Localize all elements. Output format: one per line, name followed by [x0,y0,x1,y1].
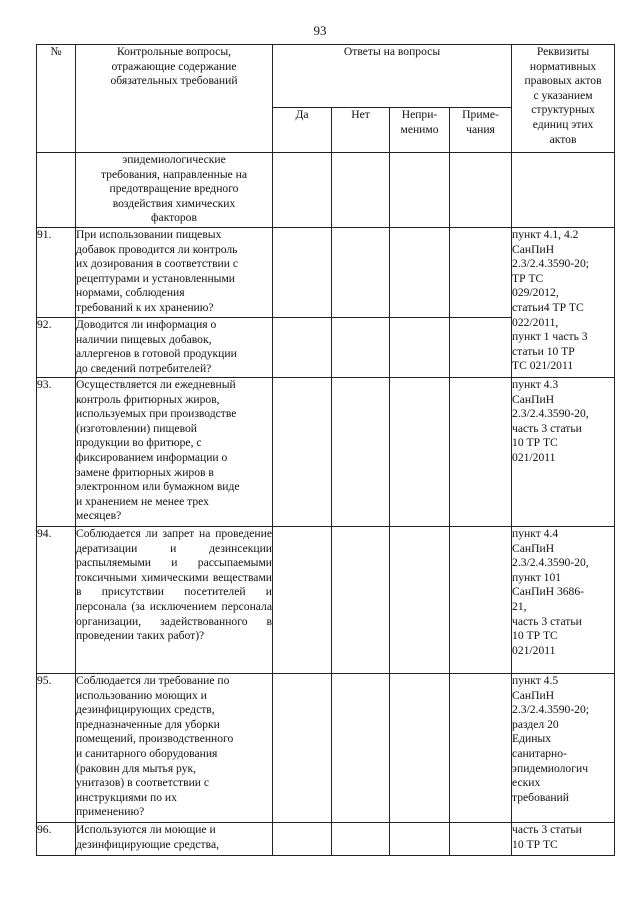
answer-notes-cell [450,823,512,856]
answer-notes-cell [450,318,512,378]
answer-no-cell [332,228,390,318]
requisites-cell [512,153,615,228]
row-number: 95. [37,674,76,823]
answer-yes-cell [273,318,332,378]
header-yes: Да [273,108,332,153]
row-number: 93. [37,378,76,527]
answer-no-cell [332,674,390,823]
section-heading-row [37,153,615,228]
answer-na-cell [390,318,450,378]
answer-na-cell [390,674,450,823]
answer-no-cell [332,153,390,228]
answer-na-cell [390,228,450,318]
requirements-table [36,44,615,856]
question-text: При использовании пищевых добавок проводится ли контроль их дозирования в соответствии с рецептурами и установленными нормами, соблюдения требований к их хранению? [76,228,273,318]
table-row [37,823,615,856]
answer-notes-cell [450,527,512,674]
answer-no-cell [332,823,390,856]
requisites-text: пункт 4.4 СанПиН 2.3/2.4.3590-20, пункт 101 СанПиН 3686- 21, часть 3 статьи 10 ТР ТС 021/2011 [512,527,615,674]
row-number: 91. [37,228,76,318]
question-text: Используются ли моющие и дезинфицирующие средства, [76,823,273,856]
requisites-text: пункт 4.3 СанПиН 2.3/2.4.3590-20, часть 3 статьи 10 ТР ТС 021/2011 [512,378,615,527]
row-number: 96. [37,823,76,856]
answer-yes-cell [273,228,332,318]
answer-notes-cell [450,674,512,823]
answer-na-cell [390,823,450,856]
header-no: Нет [332,108,390,153]
table-row [37,228,615,318]
answer-no-cell [332,318,390,378]
section-heading: эпидемиологические требования, направленные на предотвращение вредного воздействия химических факторов [76,153,273,228]
header-num: № [37,45,76,153]
answer-yes-cell [273,823,332,856]
page-number: 93 [313,23,327,38]
answer-notes-cell [450,228,512,318]
row-number: 94. [37,527,76,674]
table-row [37,674,615,823]
answer-yes-cell [273,153,332,228]
table-row [37,527,615,674]
answer-notes-cell [450,378,512,527]
answer-yes-cell [273,378,332,527]
question-text: Соблюдается ли требование по использованию моющих и дезинфицирующих средств, предназначенные для уборки помещений, производственного и санитарного оборудования (раковин для мытья рук, унитазов) в соответствии с инструкциями по их применению? [76,674,273,823]
requisites-text: часть 3 статьи 10 ТР ТС [512,823,615,856]
header-not-applicable: Непри- менимо [390,108,450,153]
answer-notes-cell [450,153,512,228]
answer-no-cell [332,378,390,527]
header-questions: Контрольные вопросы, отражающие содержание обязательных требований [76,45,273,153]
requisites-text: пункт 4.1, 4.2 СанПиН 2.3/2.4.3590-20; ТР ТС 029/2012, статьи4 ТР ТС 022/2011, пункт 1 часть 3 статьи 10 ТР ТС 021/2011 [512,228,615,378]
table-row [37,378,615,527]
section-num-cell [37,153,76,228]
answer-yes-cell [273,527,332,674]
row-number: 92. [37,318,76,378]
header-answers: Ответы на вопросы [273,45,512,108]
question-text: Осуществляется ли ежедневный контроль фритюрных жиров, используемых при производстве (изготовлении) пищевой продукции во фритюре, с фиксированием информации о замене фритюрных жиров в электронном или бумажном виде и хранением не менее трех месяцев? [76,378,273,527]
answer-na-cell [390,378,450,527]
header-requisites: Реквизиты нормативных правовых актов с указанием структурных единиц этих актов [512,45,615,153]
header-notes: Приме- чания [450,108,512,153]
answer-na-cell [390,527,450,674]
answer-yes-cell [273,674,332,823]
answer-no-cell [332,527,390,674]
header-row-top [37,45,615,108]
question-text: Доводится ли информация о наличии пищевых добавок, аллергенов в готовой продукции до сведений потребителей? [76,318,273,378]
question-text: Соблюдается ли запрет на проведение дератизации и дезинсекции распыляемыми и рассыпаемыми токсичными химическими веществами в присутствии посетителей и персонала (за исключением персонала организации, задействованного в проведении таких работ)? [76,527,273,674]
answer-na-cell [390,153,450,228]
requisites-text: пункт 4.5 СанПиН 2.3/2.4.3590-20; раздел 20 Единых санитарно- эпидемиологич еских требований [512,674,615,823]
